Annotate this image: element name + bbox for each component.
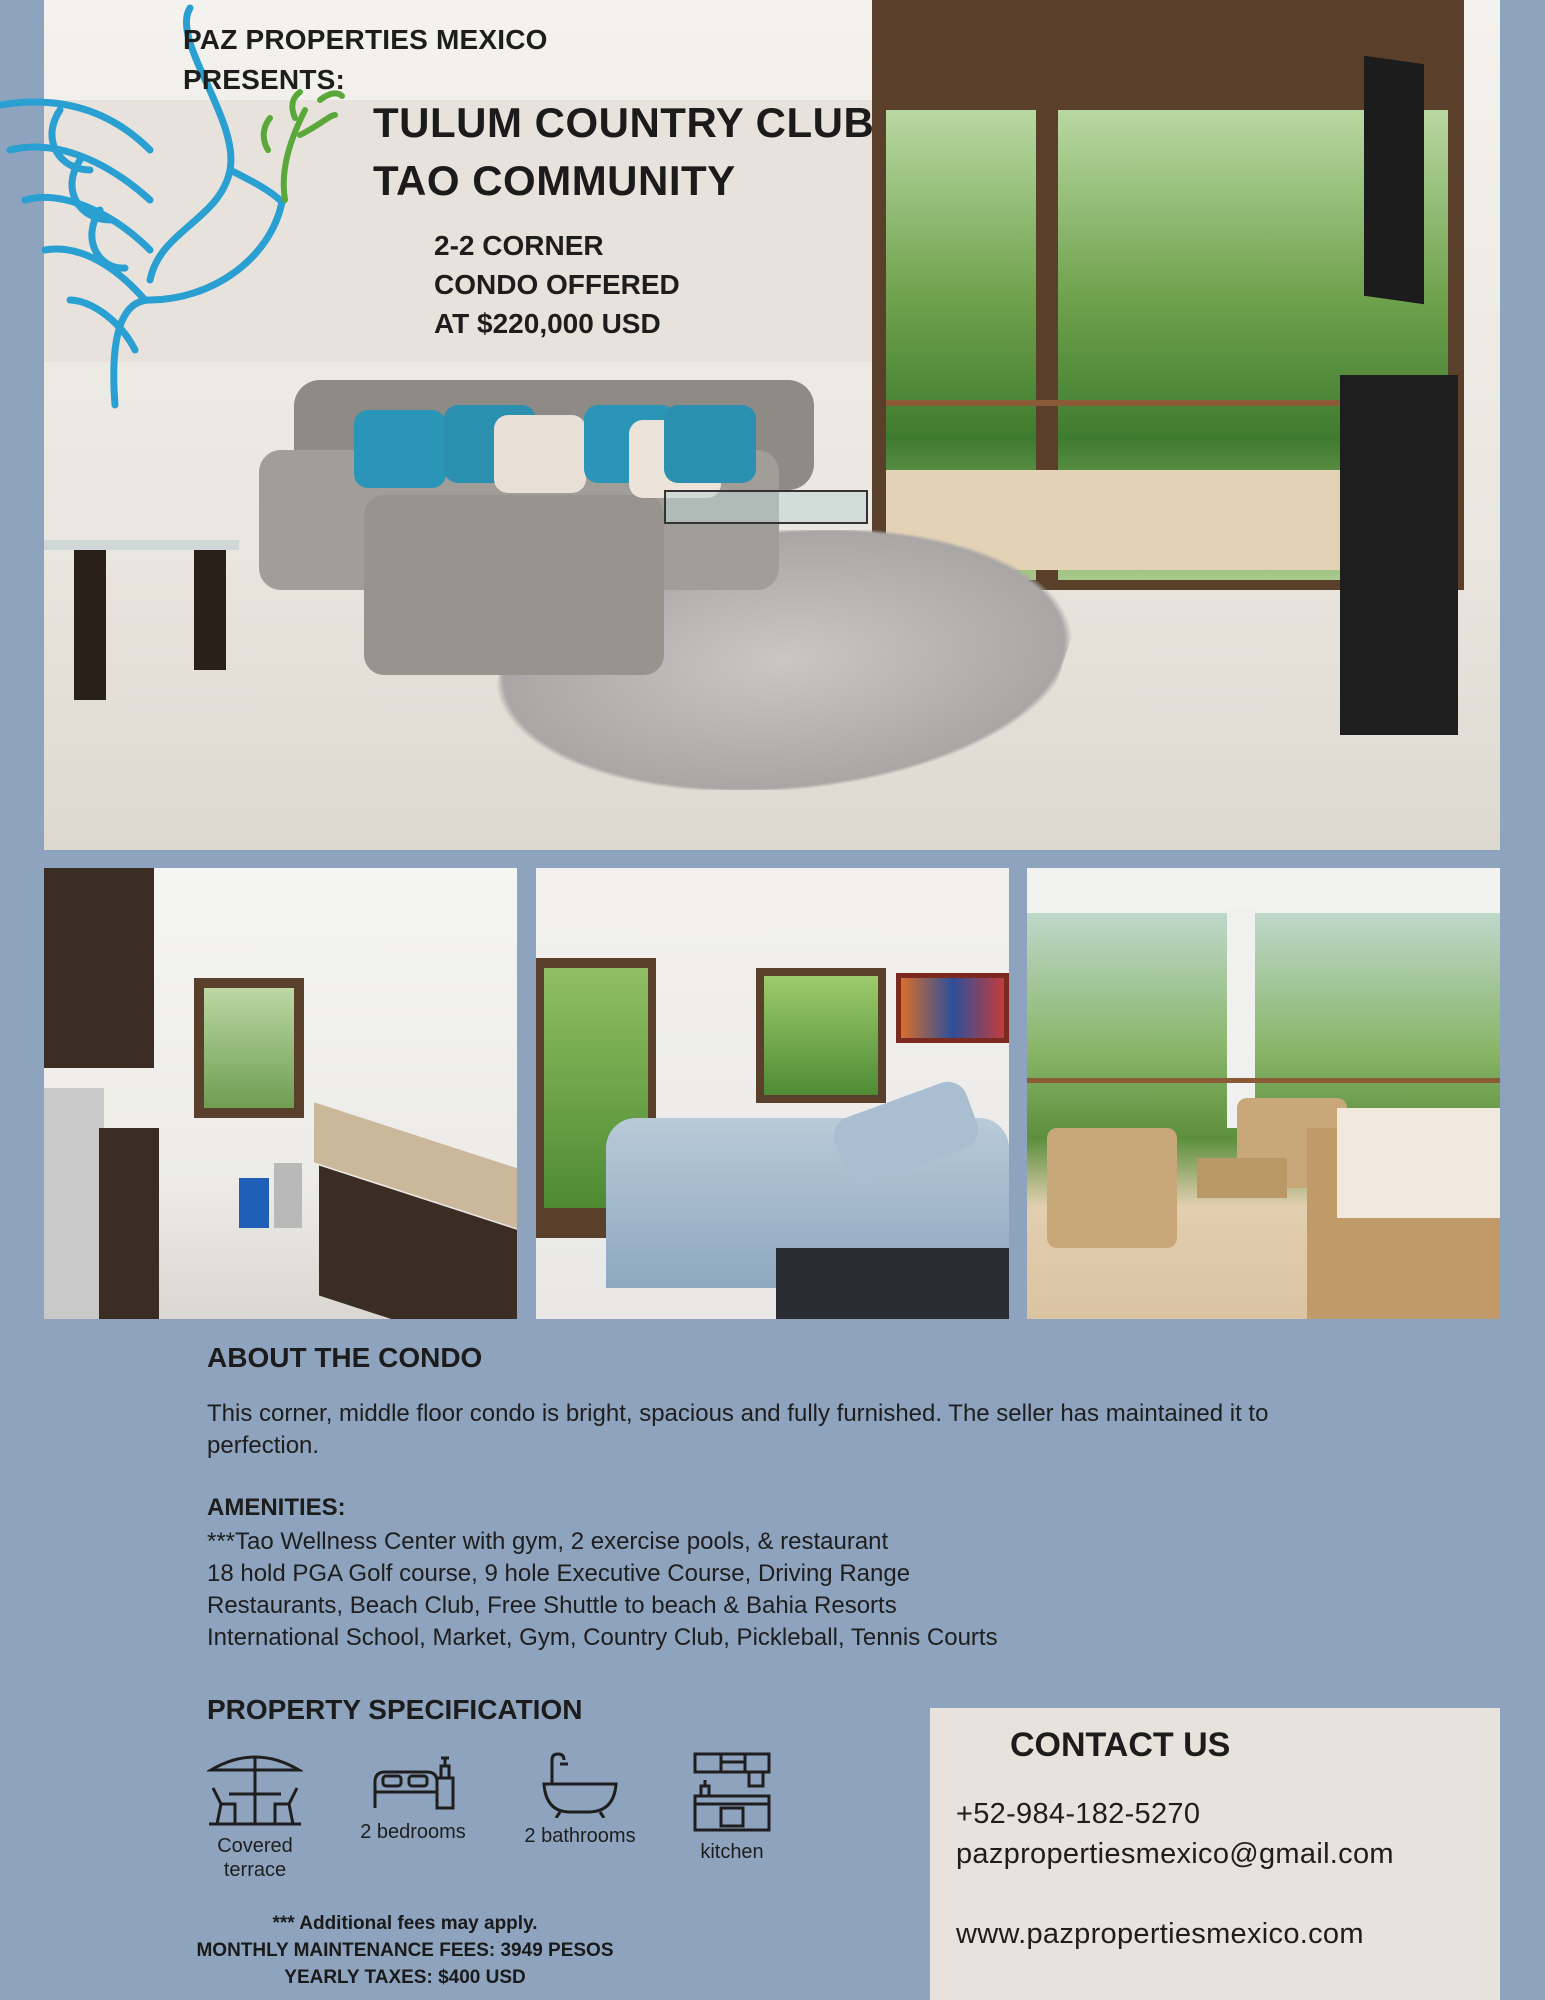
spec-label-line: 2 bathrooms [524,1825,636,1847]
offer-line-2: CONDO OFFERED [434,269,680,300]
spec-terrace [200,1748,310,1882]
spec-label-line: terrace [223,1859,287,1881]
fees-line: *** Additional fees may apply. [272,1913,538,1934]
spec-heading: PROPERTY SPECIFICATION [207,1694,583,1725]
spec-bathrooms [515,1750,645,1848]
title-line-1: TULUM COUNTRY CLUB [373,99,875,146]
title-line-2: TAO COMMUNITY [373,157,736,204]
fees-line: YEARLY TAXES: $400 USD [284,1967,526,1988]
listing-title [373,94,874,210]
amenities-list [207,1526,998,1654]
spec-label-line: kitchen [700,1841,764,1863]
kitchen-icon [691,1752,773,1834]
offer-text [434,226,680,343]
bathtub-icon [538,1750,622,1818]
fees-line: MONTHLY MAINTENANCE FEES: 3949 PESOS [196,1940,614,1961]
about-text: This corner, middle floor condo is bright, spacious and fully furnished. The seller has maintained it to perfection. [207,1400,1269,1459]
amenities-heading: AMENITIES: [207,1494,346,1521]
presenter-text [183,20,548,100]
spec-bedrooms [353,1752,473,1844]
offer-price: AT $220,000 USD [434,308,661,339]
about-heading: ABOUT THE CONDO [207,1342,483,1373]
contact-phone[interactable]: +52-984-182-5270 [956,1798,1201,1830]
kitchen-photo [44,868,517,1319]
presenter-line-2: PRESENTS: [183,64,346,95]
presenter-line-1: PAZ PROPERTIES MEXICO [183,24,548,55]
spec-label-line: 2 bedrooms [360,1821,466,1843]
bedroom-photo [536,868,1009,1319]
terrace-icon [207,1748,303,1828]
contact-website[interactable]: www.pazpropertiesmexico.com [956,1918,1364,1950]
bed-icon [371,1752,455,1814]
amenity-item: Restaurants, Beach Club, Free Shuttle to beach & Bahia Resorts [207,1592,897,1619]
offer-line-1: 2-2 CORNER [434,230,604,261]
contact-email[interactable]: pazpropertiesmexico@gmail.com [956,1838,1394,1870]
amenity-item: ***Tao Wellness Center with gym, 2 exercise pools, & restaurant [207,1528,889,1555]
fees-note [160,1910,650,1991]
contact-heading: CONTACT US [1010,1726,1231,1764]
amenity-item: 18 hold PGA Golf course, 9 hole Executive Course, Driving Range [207,1560,911,1587]
spec-kitchen [682,1752,782,1864]
terrace-photo [1027,868,1500,1319]
amenity-item: International School, Market, Gym, Country Club, Pickleball, Tennis Courts [207,1624,998,1651]
spec-label-line: Covered [217,1835,293,1857]
